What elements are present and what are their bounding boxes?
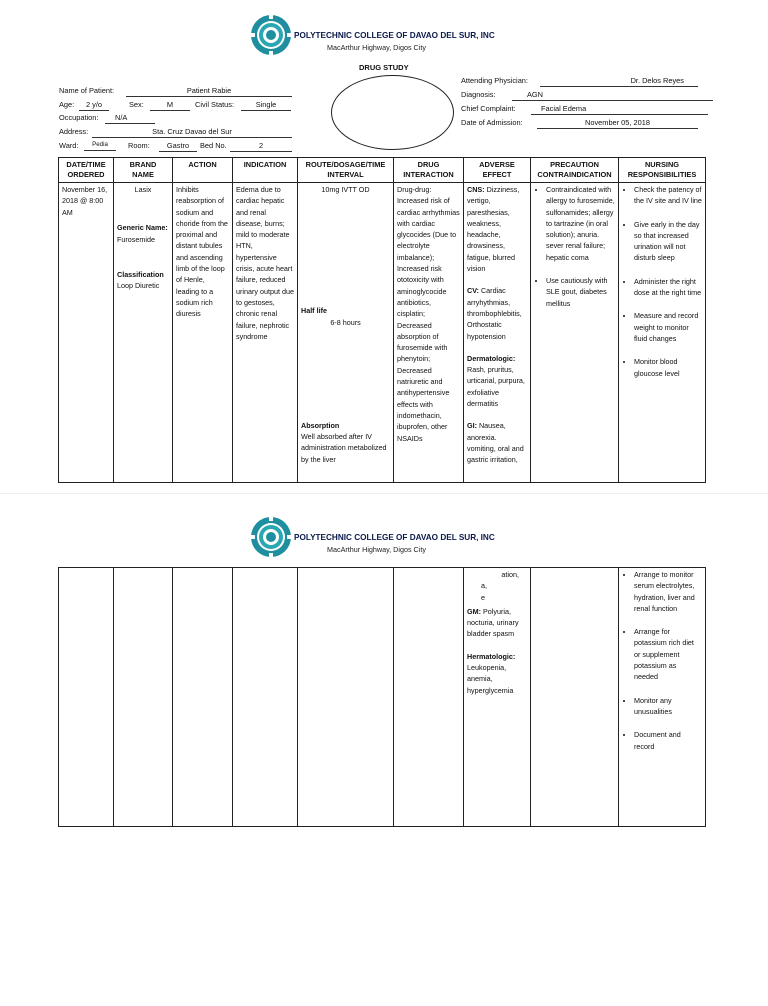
nursing-item: • Arrange for potassium rich diet or supplement potassium as needed bbox=[634, 626, 702, 682]
absorption-value: Well absorbed after IV administration metabolized by the liver bbox=[301, 432, 387, 464]
adverse-cv: CV: Cardiac arryhythmias, thrombophlebitis, Orthostatic hypotension bbox=[467, 286, 522, 341]
cell-date bbox=[59, 568, 114, 827]
cell-date: November 16, 2018 @ 8:00 AM bbox=[59, 183, 114, 483]
halflife-label: Half life bbox=[301, 306, 327, 316]
adverse-cns: CNS: Dizziness, vertigo, paresthesias, weakness, headache, drowsiness, fatigue, blurred vision bbox=[467, 185, 520, 274]
diagnosis-label: Diagnosis: bbox=[461, 90, 496, 99]
photo-placeholder bbox=[331, 75, 454, 150]
complaint-label: Chief Complaint: bbox=[461, 104, 516, 113]
nursing-item: • Check the patency of the IV site and IV line bbox=[634, 184, 702, 207]
header-adverse: ADVERSE EFFECT bbox=[464, 158, 531, 183]
college-logo bbox=[250, 14, 292, 56]
cell-brand bbox=[114, 568, 173, 827]
admission-label: Date of Admission: bbox=[461, 118, 523, 127]
address-value: Sta. Cruz Davao del Sur bbox=[92, 127, 292, 138]
halflife-value: 6-8 hours bbox=[330, 317, 361, 327]
header-interaction: DRUG INTERACTION bbox=[394, 158, 464, 183]
table-row bbox=[59, 568, 706, 827]
patient-name-label: Name of Patient: bbox=[59, 86, 115, 95]
nursing-item: • Monitor blood gloucose level bbox=[634, 356, 702, 379]
college-logo bbox=[250, 516, 292, 558]
address-label: Address: bbox=[59, 127, 89, 136]
diagnosis-value: AGN bbox=[512, 90, 713, 101]
bed-label: Bed No. bbox=[200, 141, 227, 150]
physician-value: Dr. Delos Reyes bbox=[540, 76, 698, 87]
admission-value: November 05, 2018 bbox=[537, 118, 698, 129]
cell-action: Inhibits reabsorption of sodium and choride from the proximal and distant tubules and ascending limb of the loop of Henle, leading to a sodium rich diuresis bbox=[173, 183, 233, 483]
school-address: MacArthur Highway, Digos City bbox=[327, 43, 426, 52]
precaution-item: • Contraindicated with allergy to furosemide, sulfonamides; allergy to tartrazine (in oral solution); anuria. sever renal failure; hepatic coma bbox=[546, 184, 615, 263]
age-value: 2 y/o bbox=[79, 100, 109, 111]
room-label: Room: bbox=[128, 141, 150, 150]
adverse-dermatologic: Dermatologic: Rash, pruritus, urticarial, purpura, exfoliative dermatitis bbox=[467, 353, 525, 409]
header-indication: INDICATION bbox=[233, 158, 298, 183]
school-name: POLYTECHNIC COLLEGE OF DAVAO DEL SUR, INC bbox=[294, 533, 495, 542]
cell-interaction bbox=[394, 568, 464, 827]
header-route: ROUTE/DOSAGE/TIME INTERVAL bbox=[298, 158, 394, 183]
table-row bbox=[59, 183, 706, 483]
drug-study-table bbox=[58, 157, 706, 483]
nursing-item: • Document and record bbox=[634, 729, 702, 752]
occupation-value: N/A bbox=[105, 113, 155, 124]
nursing-item: • Arrange to monitor serum electrolytes, hydration, liver and renal function bbox=[634, 569, 702, 614]
ward-label: Ward: bbox=[59, 141, 79, 150]
sex-value: M bbox=[150, 100, 190, 111]
header-nursing: NURSING RESPONSIBILITIES bbox=[619, 158, 706, 183]
civil-status-value: Single bbox=[241, 100, 291, 111]
cell-adverse bbox=[464, 568, 531, 827]
header-precaution: PRECAUTION CONTRAINDICATION bbox=[531, 158, 619, 183]
drug-study-table-continued bbox=[58, 567, 706, 827]
room-value: Gastro bbox=[159, 141, 197, 152]
complaint-value: Facial Edema bbox=[531, 104, 708, 115]
occupation-label: Occupation: bbox=[59, 113, 99, 122]
header-action: ACTION bbox=[173, 158, 233, 183]
header-brand: BRAND NAME bbox=[114, 158, 173, 183]
nursing-item: • Give early in the day so that increased urination will not disturb sleep bbox=[634, 219, 702, 264]
nursing-item: • Monitor any unusualities bbox=[634, 695, 702, 718]
table-header-row bbox=[59, 158, 706, 183]
cell-adverse bbox=[464, 183, 531, 483]
absorption-label: Absorption bbox=[301, 420, 340, 430]
page-title: DRUG STUDY bbox=[359, 63, 409, 72]
adverse-gi: GI: Nausea, anorexia. vomiting, oral and gastric irritation, bbox=[467, 421, 524, 465]
nursing-item: • Administer the right dose at the right time bbox=[634, 276, 702, 299]
bed-value: 2 bbox=[230, 141, 292, 152]
classification-label: Classification bbox=[117, 269, 164, 279]
generic-label: Generic Name: bbox=[117, 223, 168, 233]
page-divider bbox=[0, 493, 768, 494]
generic-name: Furosemide bbox=[117, 234, 155, 244]
cell-precaution bbox=[531, 568, 619, 827]
adverse-continued: ation, a, e bbox=[481, 570, 519, 602]
route-value: 10mg IVTT OD bbox=[321, 185, 370, 194]
precaution-item: • Use cautiously with SLE gout, diabetes mellitus bbox=[546, 275, 615, 309]
patient-name: Patient Rabie bbox=[126, 86, 292, 97]
nursing-item: • Measure and record weight to monitor fluid changes bbox=[634, 310, 702, 344]
cell-route bbox=[298, 183, 394, 483]
cell-indication bbox=[233, 568, 298, 827]
brand-name: Lasix bbox=[134, 185, 152, 194]
adverse-gm: GM: Polyuria, nocturia, urinary bladder spasm bbox=[467, 606, 519, 639]
header-date: DATE/TIME ORDERED bbox=[59, 158, 114, 183]
adverse-hematologic: Hermatologic: Leukopenia, anemia, hyperglycemia bbox=[467, 651, 516, 695]
civil-status-label: Civil Status: bbox=[195, 100, 235, 109]
cell-precaution bbox=[531, 183, 619, 483]
sex-label: Sex: bbox=[129, 100, 144, 109]
cell-route bbox=[298, 568, 394, 827]
cell-nursing bbox=[619, 568, 706, 827]
cell-nursing bbox=[619, 183, 706, 483]
physician-label: Attending Physician: bbox=[461, 76, 528, 85]
cell-brand bbox=[114, 183, 173, 483]
classification-value: Loop Diuretic bbox=[117, 281, 160, 291]
cell-action bbox=[173, 568, 233, 827]
school-name: POLYTECHNIC COLLEGE OF DAVAO DEL SUR, INC bbox=[294, 31, 495, 40]
ward-value: Pedia bbox=[84, 140, 116, 151]
school-address: MacArthur Highway, Digos City bbox=[327, 545, 426, 554]
cell-interaction: Drug-drug: Increased risk of cardiac arrhythmias with cardiac glycocides (Due to electrolyte imbalance); Increased risk ototoxicity with aminoglycocide antibiotics, cisplatin; Decreased absorption of furosemide with phenytoin; Decreased natriuretic and antihypertensive effects with indomethacin, ibuprofen, other NSAIDs bbox=[394, 183, 464, 483]
cell-indication: Edema due to cardiac hepatic and renal disease, burns; mild to moderate HTN, hypertensive crisis, acute heart failure, reduced urinary output due to gestoses, chronic renal failure, nephrotic syndrome bbox=[233, 183, 298, 483]
age-label: Age: bbox=[59, 100, 75, 109]
